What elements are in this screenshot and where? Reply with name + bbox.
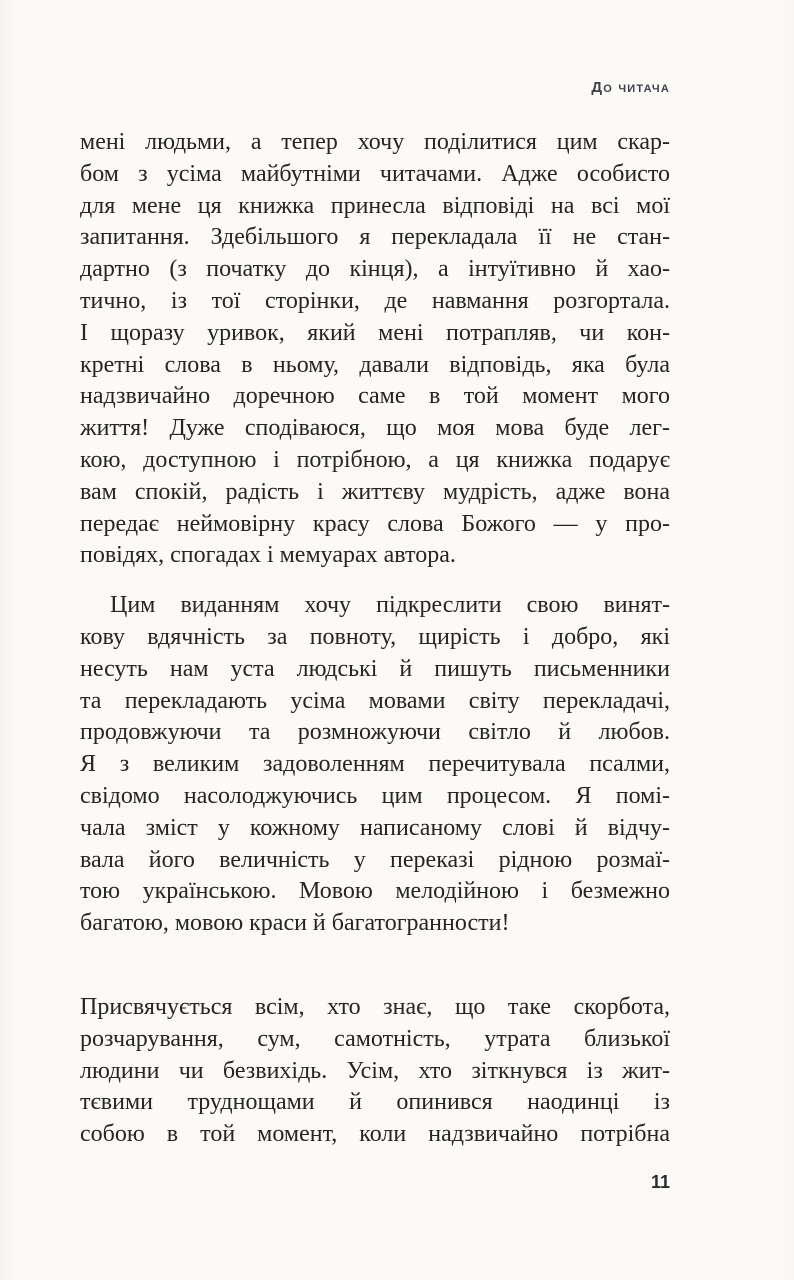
text-line: І щоразу уривок, який мені потрапляв, чи кон- (80, 319, 670, 346)
text-line: людини чи безвихідь. Усім, хто зіткнувся із жит- (80, 1057, 670, 1084)
text-line: життя! Дуже сподіваюся, що моя мова буде лег- (80, 415, 670, 442)
paragraph (80, 590, 670, 940)
text-line: для мене ця книжка принесла відповіді на всі мої (80, 192, 670, 219)
text-line: собою в той момент, коли надзвичайно потрібна (80, 1121, 670, 1148)
text-line: запитання. Здебільшого я перекладала її не стан- (80, 224, 670, 251)
text-line: продовжуючи та розмножуючи світло й любов. (80, 719, 670, 746)
body-text (80, 127, 670, 1151)
text-line: тєвими труднощами й опинився наодинці із (80, 1089, 670, 1116)
text-line: дартно (з початку до кінця), а інтуїтивно й хао- (80, 256, 670, 283)
text-line: чала зміст у кожному написаному слові й відчу- (80, 814, 670, 841)
text-line: Цим виданням хочу підкреслити свою винят- (110, 592, 670, 619)
text-line: розчарування, сум, самотність, утрата близької (80, 1025, 670, 1052)
text-line: вала його величність у переказі рідною розмаї- (80, 846, 670, 873)
text-line: тою українською. Мовою мелодійною і безмежно (80, 878, 670, 905)
text-line: Присвячується всім, хто знає, що таке скорбота, (80, 993, 670, 1020)
text-line: надзвичайно доречною саме в той момент мого (80, 383, 670, 410)
page-number: 11 (650, 1172, 670, 1192)
running-head: До читача (591, 79, 670, 96)
text-line: багатою, мовою краси й багатогранности! (80, 910, 510, 937)
dedication-paragraph (80, 992, 670, 1151)
text-line: повідях, спогадах і мемуарах автора. (80, 542, 456, 569)
text-line: свідомо насолоджуючись цим процесом. Я помі- (80, 782, 670, 809)
text-line: передає неймовірну красу слова Божого — у про- (80, 510, 670, 537)
text-line: та перекладають усіма мовами світу перекладачі, (80, 687, 670, 714)
text-line: вам спокій, радість і життєву мудрість, адже вона (80, 478, 670, 505)
text-line: мені людьми, а тепер хочу поділитися цим скар- (80, 129, 670, 155)
text-line: бом з усіма майбутніми читачами. Адже особисто (80, 160, 670, 187)
paragraph (80, 127, 670, 572)
text-line: Я з великим задоволенням перечитувала псалми, (80, 751, 670, 778)
text-line: кову вдячність за повноту, щирість і добро, які (80, 623, 670, 650)
text-line: кретні слова в ньому, давали відповідь, яка була (80, 351, 670, 378)
text-line: тично, із тої сторінки, де навмання розгортала. (80, 287, 670, 314)
text-line: кою, доступною і потрібною, а ця книжка подарує (80, 446, 670, 473)
text-line: несуть нам уста людські й пишуть письменники (80, 655, 670, 682)
